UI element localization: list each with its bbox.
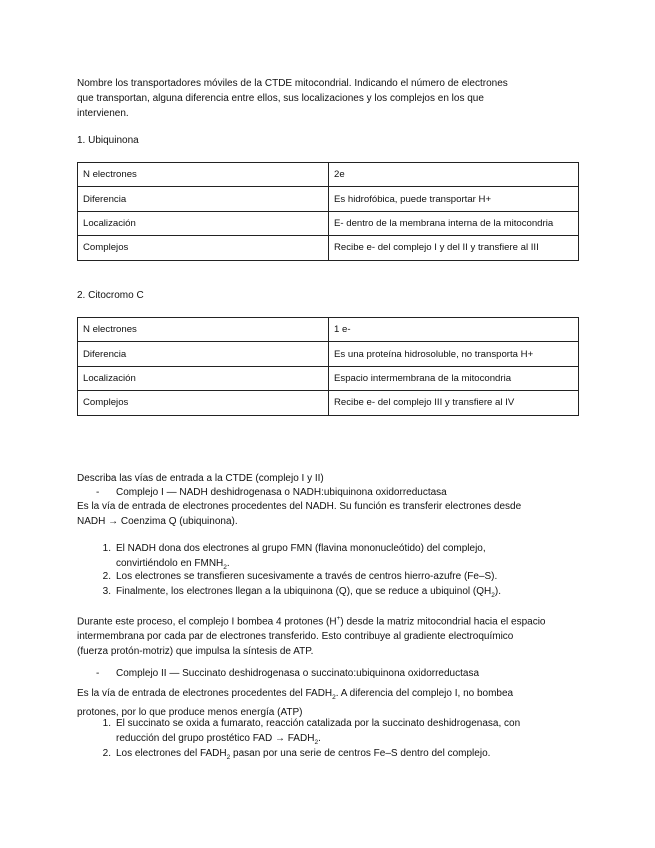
intro-question [77, 76, 587, 121]
table-cell-label: N electrones [78, 318, 329, 342]
section2-title: 2. Citocromo C [77, 290, 144, 301]
list-text: Los electrones del $FADH_2$ pasan por una serie de centros Fe–S dentro del complejo. [116, 748, 491, 761]
complejo2-heading: Complejo II — Succinato deshidrogenasa o succinato:ubiquinona oxidorreductasa [116, 668, 480, 679]
table-cell-label: Complejos [78, 391, 329, 415]
table-row [78, 187, 579, 211]
table-cell-label: Complejos [78, 236, 329, 260]
intro-line-3: intervienen. [77, 108, 129, 119]
table-cell-label: Diferencia [78, 187, 329, 211]
table-cell-value: Recibe e- del complejo I y del II y transfiere al III [329, 236, 579, 260]
table-cell-value: Es hidrofóbica, puede transportar H+ [329, 187, 579, 211]
list-dash: - [96, 487, 100, 498]
complejo1-desc-line-2: NADH → Coenzima Q (ubiquinona). [77, 516, 238, 527]
complejo1-summary: Durante este proceso, el complejo I bombea 4 protones (H+) desde la matriz mitocondrial hacia el espacio intermembrana por cada par de electrones transferido. Esto contribuye al gradiente electroquímico (fuerza protón-motriz) que impulsa la síntesis de ATP. [77, 615, 546, 658]
complejo2-description: Es la vía de entrada de electrones procedentes del $FADH_2$. A diferencia del complejo I, no bombea protones, por lo que produce menos energía (ATP) [77, 688, 514, 718]
table-cell-value: E- dentro de la membrana interna de la mitocondria [329, 211, 579, 235]
table-cell-label: Diferencia [78, 342, 329, 366]
section1-title: 1. Ubiquinona [77, 135, 139, 146]
table-row [78, 163, 579, 187]
list-number: 1. [102, 543, 111, 554]
table-cell-value: 2e [329, 163, 579, 187]
list-item [77, 541, 587, 571]
table-row [78, 318, 579, 342]
table-cell-value: Es una proteína hidrosoluble, no transporta H+ [329, 342, 579, 366]
table-row [78, 211, 579, 235]
table-cell-value: 1 e- [329, 318, 579, 342]
intro-line-2: que transportan, alguna diferencia entre ellos, sus localizaciones y los complejos en los que [77, 93, 484, 104]
list-number: 1. [102, 718, 111, 729]
list-number: 3. [102, 586, 111, 597]
list-text: El succinato se oxida a fumarato, reacción catalizada por la succinato deshidrogenasa, con reducción del grupo prostético FAD → $FADH_2$. [116, 718, 521, 746]
ubiquinona-table [77, 162, 579, 261]
list-number: 2. [102, 748, 111, 759]
table-cell-label: Localización [78, 211, 329, 235]
table-cell-value: Espacio intermembrana de la mitocondria [329, 366, 579, 390]
list-text: Los electrones se transfieren sucesivamente a través de centros hierro-azufre (Fe–S). [116, 571, 498, 582]
list-item [77, 716, 587, 746]
table-cell-label: N electrones [78, 163, 329, 187]
list-number: 2. [102, 571, 111, 582]
list-dash: - [96, 668, 100, 679]
complejo1-desc-line-1: Es la vía de entrada de electrones procedentes del NADH. Su función es transferir electrones desde [77, 501, 522, 512]
list-text: El NADH dona dos electrones al grupo FMN (flavina mononucleótido) del complejo, convirtiéndolo en $FMNH_2$. [116, 543, 486, 571]
list-text: Finalmente, los electrones llegan a la ubiquinona (Q), que se reduce a ubiquinol $(QH_2)$. [116, 586, 501, 599]
table-row [78, 391, 579, 415]
table-cell-label: Localización [78, 366, 329, 390]
table-row [78, 236, 579, 260]
table-row [78, 366, 579, 390]
citocromo-table [77, 317, 579, 416]
intro-line-1: Nombre los transportadores móviles de la CTDE mitocondrial. Indicando el número de electrones [77, 78, 508, 89]
table-row [78, 342, 579, 366]
complejo1-heading: Complejo I — NADH deshidrogenasa o NADH:ubiquinona oxidorreductasa [116, 487, 447, 498]
table-cell-value: Recibe e- del complejo III y transfiere al IV [329, 391, 579, 415]
section3-question: Describa las vías de entrada a la CTDE (complejo I y II) [77, 473, 324, 484]
complejo1-description [77, 499, 587, 529]
